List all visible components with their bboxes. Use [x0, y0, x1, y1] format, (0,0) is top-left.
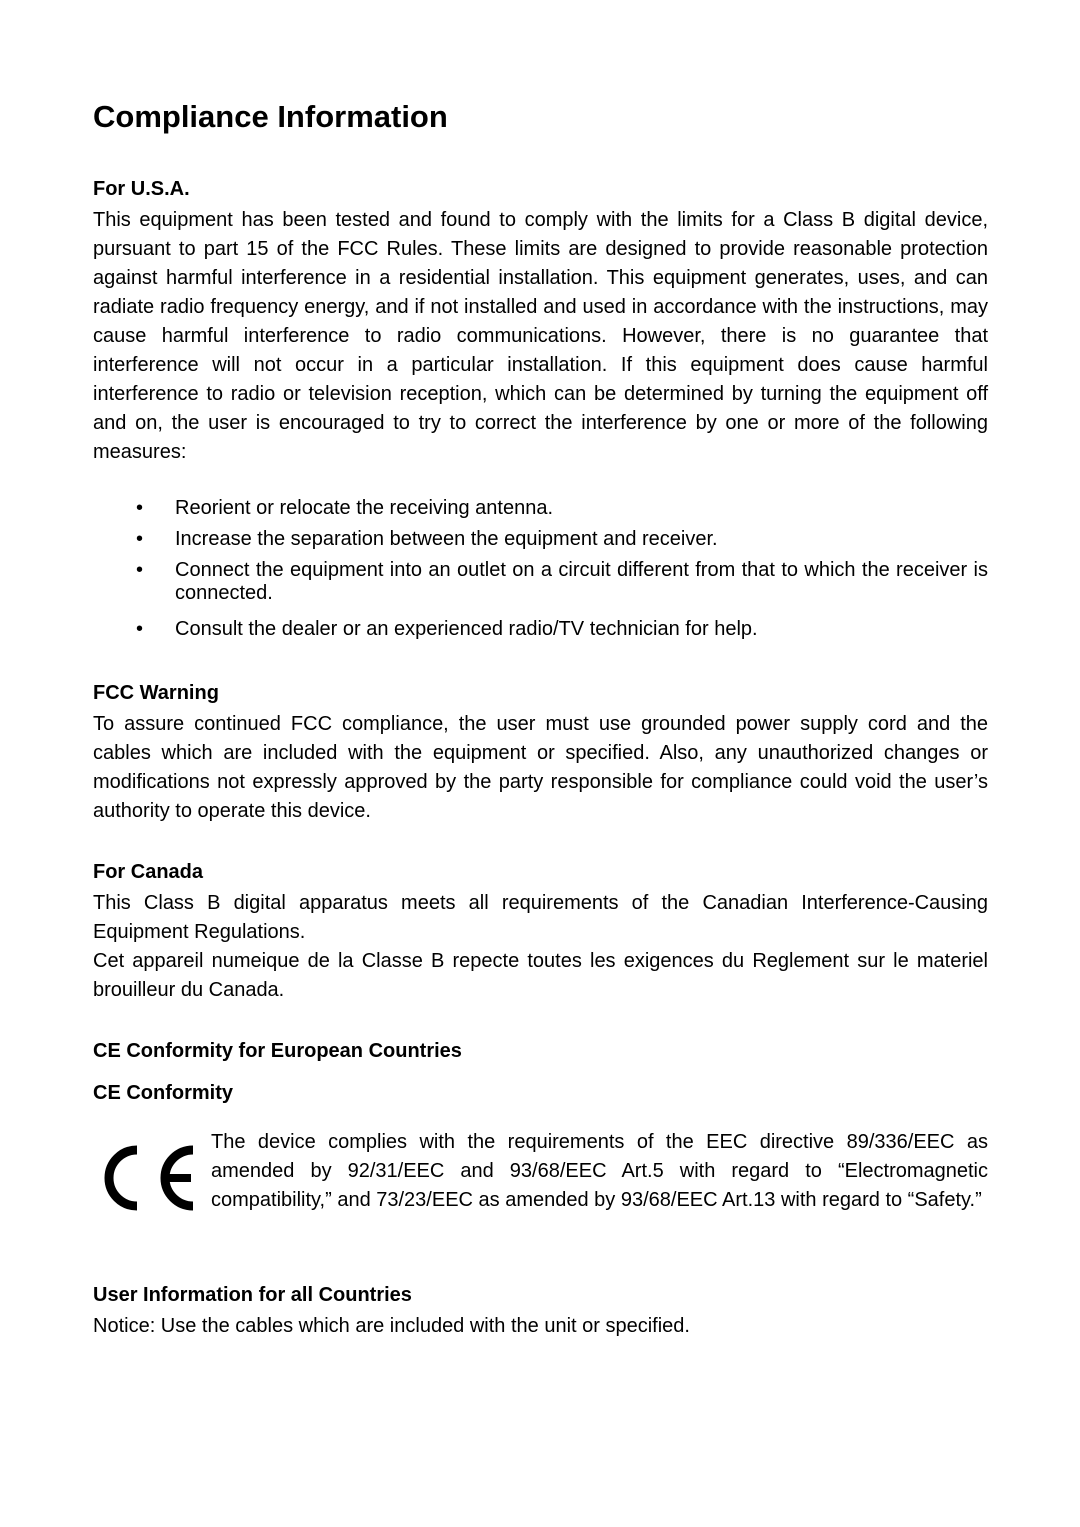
ce-body: The device complies with the requirements of the EEC directive 89/336/EEC as amended by 92/31/EEC and 93/68/EEC Art.5 with regard to “Electromagnetic compatibility,” and 73/23/EEC as amended by 93/68/EEC Art.13 with regard to “Safety.” [211, 1131, 988, 1211]
canada-body-en: This Class B digital apparatus meets all requirements of the Canadian Interference-Causing Equipment Regulations. [93, 892, 988, 943]
list-item [93, 497, 988, 520]
page-title: Compliance Information [93, 99, 448, 134]
usa-heading: For U.S.A. [93, 178, 190, 200]
list-item [93, 528, 988, 551]
ce-subheading: CE Conformity [93, 1082, 233, 1104]
usa-section [93, 175, 988, 467]
measure-text: Consult the dealer or an experienced radio/TV technician for help. [175, 618, 758, 640]
ce-body-block [93, 1128, 988, 1215]
user-info-heading: User Information for all Countries [93, 1284, 412, 1306]
measure-text: Connect the equipment into an outlet on a circuit different from that to which the receiver is connected. [175, 559, 988, 604]
list-item [93, 559, 988, 605]
ce-section [93, 1037, 988, 1107]
fcc-warning-heading: FCC Warning [93, 682, 219, 704]
measure-text: Increase the separation between the equipment and receiver. [175, 528, 718, 550]
fcc-warning-section [93, 679, 988, 826]
user-info-body: Notice: Use the cables which are included with the unit or specified. [93, 1315, 690, 1337]
fcc-warning-body: To assure continued FCC compliance, the user must use grounded power supply cord and the cables which are included with the equipment or specified. Also, any unauthorized changes or modifications not expressly approved by the party responsible for compliance could void the user’s authority to operate this device. [93, 713, 988, 822]
canada-section [93, 858, 988, 1005]
measures-list [93, 497, 988, 641]
ce-mark-icon [93, 1142, 198, 1214]
measure-text: Reorient or relocate the receiving antenna. [175, 497, 554, 519]
bullet-icon: • [136, 528, 144, 550]
canada-body-fr: Cet appareil numeique de la Classe B repecte toutes les exigences du Reglement sur le materiel brouilleur du Canada. [93, 950, 988, 1001]
bullet-icon: • [136, 618, 144, 640]
bullet-icon: • [136, 497, 144, 519]
list-item [93, 618, 988, 641]
ce-heading: CE Conformity for European Countries [93, 1040, 462, 1062]
bullet-icon: • [136, 559, 144, 581]
canada-heading: For Canada [93, 861, 204, 883]
user-info-section [93, 1281, 988, 1341]
usa-body: This equipment has been tested and found to comply with the limits for a Class B digital device, pursuant to part 15 of the FCC Rules. These limits are designed to provide reasonable protection against harmful interference in a residential installation. This equipment generates, uses, and can radiate radio frequency energy, and if not installed and used in accordance with the instructions, may cause harmful interference to radio communications. However, there is no guarantee that interference will not occur in a particular installation. If this equipment does cause harmful interference to radio or television reception, which can be determined by turning the equipment off and on, the user is encouraged to try to correct the interference by one or more of the following measures: [93, 209, 988, 463]
measures-list-section [93, 497, 988, 641]
